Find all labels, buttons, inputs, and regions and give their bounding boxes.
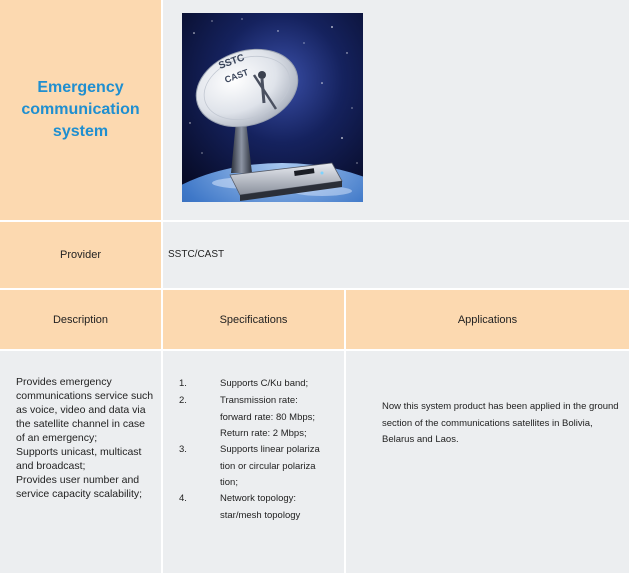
spec-line: Network topology: <box>220 493 297 504</box>
spec-number: 1. <box>179 378 187 389</box>
applications-header <box>346 290 629 349</box>
spec-line: star/mesh topology <box>220 509 301 521</box>
specifications-header-label: Specifications <box>219 313 288 326</box>
description-cell <box>0 351 161 573</box>
dish-logo-text-1: SSTC <box>217 52 247 72</box>
spec-line: Return rate: 2 Mbps; <box>220 428 307 439</box>
description-text <box>16 375 156 501</box>
spec-number: 3. <box>179 444 187 455</box>
title-cell <box>0 0 161 220</box>
description-line: Provides emergency communications service such as voice, video and data via the satellite channel in case of an emergency; <box>16 376 154 444</box>
spec-line: tion; <box>220 477 238 488</box>
image-cell <box>163 0 629 220</box>
provider-label-cell <box>0 222 161 288</box>
applications-text: Now this system product has been applied in the ground section of the communications satellites in Bolivia, Belarus and Laos. <box>382 401 619 445</box>
description-header <box>0 290 161 349</box>
dish-logo-text-2: CAST <box>223 67 250 85</box>
description-line: Supports unicast, multicast and broadcast; <box>16 446 142 472</box>
page-title: Emergency communication system <box>21 79 140 140</box>
spec-number: 4. <box>179 493 187 504</box>
applications-cell <box>346 351 629 573</box>
spec-line: Supports linear polariza <box>220 444 320 455</box>
provider-value: SSTC/CAST <box>168 249 225 260</box>
provider-value-cell <box>163 222 629 288</box>
satellite-dish-photo <box>182 13 363 202</box>
spec-line: Transmission rate: <box>220 395 298 406</box>
spec-number: 2. <box>179 395 187 406</box>
spec-line: Supports C/Ku band; <box>220 378 309 389</box>
spec-line: forward rate: 80 Mbps; <box>220 411 316 423</box>
description-header-label: Description <box>52 313 109 326</box>
specifications-cell <box>163 351 344 573</box>
spec-line: tion or circular polariza <box>220 460 316 472</box>
description-line: Provides user number and service capacity scalability; <box>16 474 143 500</box>
specifications-header <box>163 290 344 349</box>
provider-label: Provider <box>60 249 101 261</box>
applications-header-label: Applications <box>457 313 518 326</box>
